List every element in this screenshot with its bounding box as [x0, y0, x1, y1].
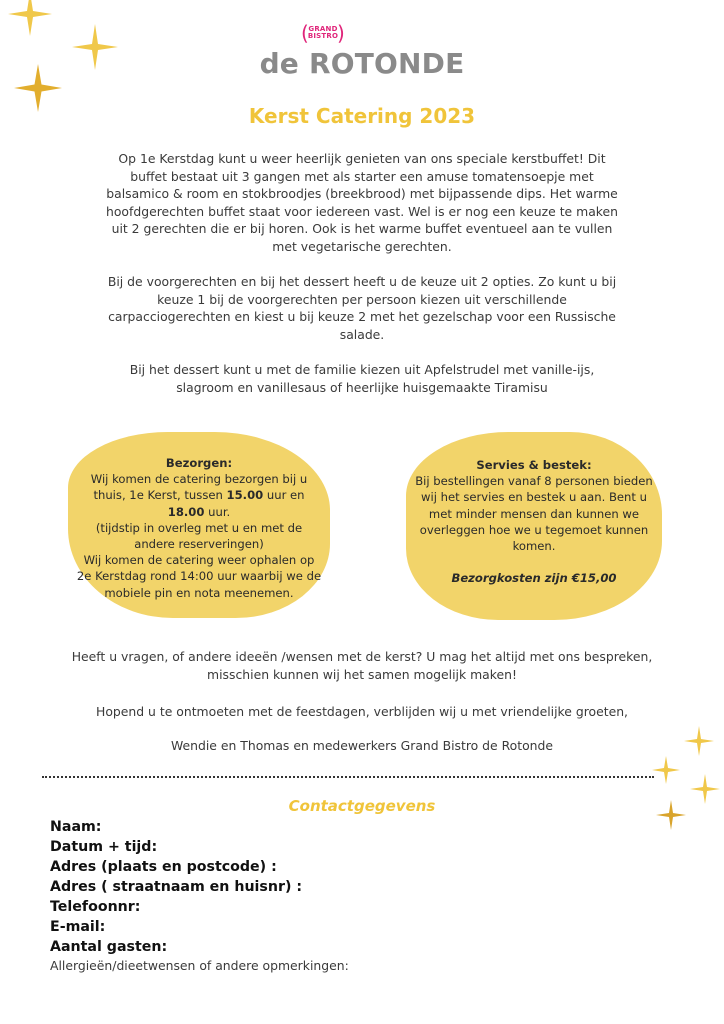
datetime-field-label: Datum + tijd:: [50, 839, 158, 855]
signature: Wendie en Thomas en medewerkers Grand Bistro de Rotonde: [170, 738, 554, 753]
delivery-note: (tijdstip in overleg met u en met de andere reserveringen): [95, 520, 303, 552]
service-heading: Servies & bestek:: [476, 458, 592, 472]
logo-name: de ROTONDE: [259, 47, 465, 80]
allergy-field-label: Allergieën/dieetwensen of andere opmerkingen:: [50, 958, 349, 973]
service-text: Bij bestellingen vanaf 8 personen bieden wij het servies en bestek u aan. Bent u met minder mensen dan kunnen we overleggen hoe we u tegemoet kunnen komen.: [415, 474, 653, 554]
questions-text: Heeft u vragen, of andere ideeën /wensen met de kerst? U mag het altijd met ons bespreken, misschien kunnen wij het samen mogelijk maken!: [71, 649, 653, 682]
dotted-divider: [42, 776, 654, 778]
delivery-time-start: 15.00: [226, 488, 264, 503]
intro-paragraph-3: Bij het dessert kunt u met de familie kiezen uit Apfelstrudel met vanille-ijs, slagroom en vanillesaus of heerlijke huisgemaakte Tiramisu: [129, 362, 595, 395]
star-icon: [8, 0, 52, 36]
delivery-heading: Bezorgen:: [165, 456, 233, 470]
intro-text: [105, 150, 619, 414]
delivery-cost: Bezorgkosten zijn €15,00: [451, 571, 617, 586]
service-box: [410, 457, 658, 586]
logo-badge-line1: GRAND: [308, 25, 338, 33]
logo-badge-line2: BISTRO: [307, 32, 339, 40]
contact-form: [50, 817, 650, 975]
delivery-pickup: Wij komen de catering weer ophalen op 2e Kerstdag rond 14:00 uur waarbij we de mobiele pin en nota meenemen.: [76, 553, 322, 600]
guests-field-label: Aantal gasten:: [50, 939, 168, 955]
delivery-box: [76, 455, 322, 601]
address-street-field-label: Adres ( straatnaam en huisnr) :: [50, 879, 303, 895]
star-icon: [652, 756, 680, 784]
email-field-label: E-mail:: [50, 919, 106, 935]
intro-paragraph-2: Bij de voorgerechten en bij het dessert heeft u de keuze uit 2 opties. Zo kunt u bij keuze 1 bij de voorgerechten per persoon kiezen uit verschillende carpacciogerechten en kiest u bij keuze 2 met het gezelschap voor een Russische salade.: [107, 274, 617, 342]
contact-title: Contactgegevens: [288, 797, 436, 815]
delivery-text: Wij komen de catering bezorgen bij u thuis, 1e Kerst, tussen 15.00 uur en 18.00 uur.: [90, 472, 308, 519]
greeting-text: Hopend u te ontmoeten met de feestdagen, verblijden wij u met vriendelijke groeten,: [96, 704, 628, 719]
intro-paragraph-1: Op 1e Kerstdag kunt u weer heerlijk genieten van ons speciale kerstbuffet! Dit buffet bestaat uit 3 gangen met als starter een amuse tomatensoepje met balsamico & room en stokbroodjes (breekbrood) met bijpassende dips. Het warme hoofdgerechten buffet staat voor iedereen vast. Wel is er nog een keuze te maken uit 2 gerechten die er bij horen. Ook is het warme buffet eventueel aan te vullen met vegetarische gerechten.: [105, 151, 618, 254]
address-city-field-label: Adres (plaats en postcode) :: [50, 859, 277, 875]
name-field-label: Naam:: [50, 819, 102, 835]
delivery-time-end: 18.00: [167, 504, 205, 519]
phone-field-label: Telefoonnr:: [50, 899, 141, 915]
logo-badge: ( GRAND BISTRO ): [301, 21, 345, 45]
page-title: Kerst Catering 2023: [248, 104, 476, 128]
